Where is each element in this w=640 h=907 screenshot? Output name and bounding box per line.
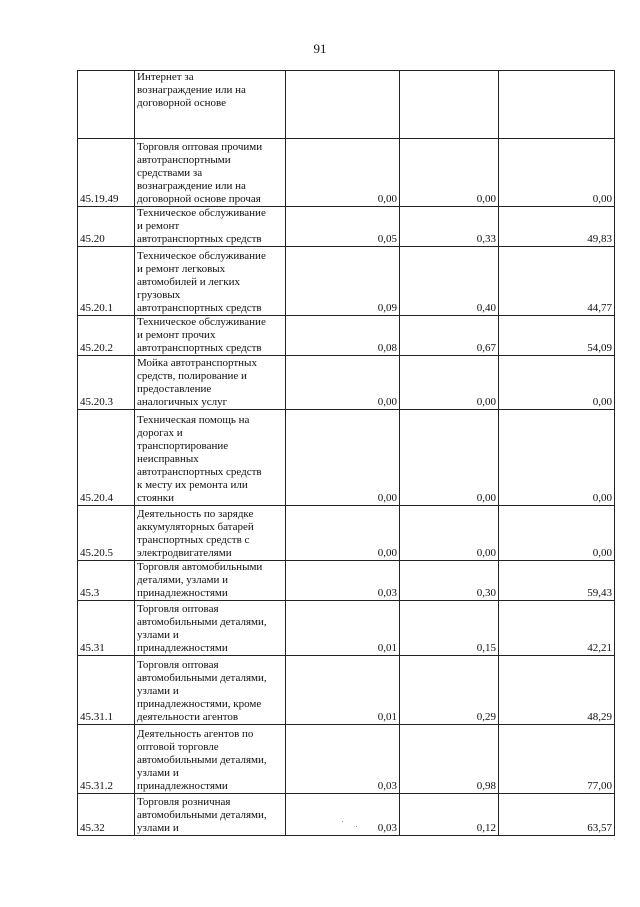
table-row xyxy=(78,410,615,506)
row-code: 45.31.2 xyxy=(78,725,135,794)
row-value-2: 0,29 xyxy=(400,656,499,725)
table-row xyxy=(78,506,615,561)
row-value-3 xyxy=(499,71,615,139)
row-value-3: 0,00 xyxy=(499,506,615,561)
row-activity-name: Техническое обслуживание и ремонт автотранспортных средств xyxy=(135,207,286,247)
row-code: 45.31.1 xyxy=(78,656,135,725)
row-code xyxy=(78,71,135,139)
page-number: 91 xyxy=(313,41,327,56)
row-value-2: 0,00 xyxy=(400,356,499,410)
table-row xyxy=(78,601,615,656)
row-activity-name: Техническая помощь на дорогах и транспортирование неисправных автотранспортных средств к месту их ремонта или стоянки xyxy=(135,410,286,506)
table-row xyxy=(78,71,615,139)
row-value-2: 0,33 xyxy=(400,207,499,247)
row-code: 45.20 xyxy=(78,207,135,247)
row-value-3: 59,43 xyxy=(499,561,615,601)
table-row xyxy=(78,139,615,207)
table-row xyxy=(78,794,615,836)
row-activity-name: Интернет за вознаграждение или на договорной основе xyxy=(135,71,286,139)
scan-speck xyxy=(342,821,343,822)
row-value-2 xyxy=(400,71,499,139)
row-value-2: 0,30 xyxy=(400,561,499,601)
row-value-3: 77,00 xyxy=(499,725,615,794)
row-activity-name: Деятельность агентов по оптовой торговле автомобильными деталями, узлами и принадлежностями xyxy=(135,725,286,794)
row-value-2: 0,00 xyxy=(400,410,499,506)
row-value-1: 0,00 xyxy=(286,356,400,410)
row-activity-name: Техническое обслуживание и ремонт легковых автомобилей и легких грузовых автотранспортных средств xyxy=(135,247,286,316)
row-activity-name: Торговля оптовая прочими автотранспортными средствами за вознаграждение или на договорной основе прочая xyxy=(135,139,286,207)
row-code: 45.20.2 xyxy=(78,316,135,356)
row-value-1 xyxy=(286,71,400,139)
row-value-2: 0,15 xyxy=(400,601,499,656)
row-activity-name: Деятельность по зарядке аккумуляторных батарей транспортных средств с электродвигателями xyxy=(135,506,286,561)
table-row xyxy=(78,725,615,794)
row-value-1: 0,08 xyxy=(286,316,400,356)
row-value-3: 42,21 xyxy=(499,601,615,656)
row-value-3: 63,57 xyxy=(499,794,615,836)
table-row xyxy=(78,247,615,316)
row-code: 45.31 xyxy=(78,601,135,656)
row-code: 45.20.4 xyxy=(78,410,135,506)
scan-speck xyxy=(356,826,357,827)
row-value-1: 0,01 xyxy=(286,601,400,656)
row-value-1: 0,03 xyxy=(286,725,400,794)
row-activity-name: Торговля оптовая автомобильными деталями, узлами и принадлежностями, кроме деятельности агентов xyxy=(135,656,286,725)
table-row xyxy=(78,561,615,601)
row-value-1: 0,01 xyxy=(286,656,400,725)
table-row xyxy=(78,207,615,247)
row-code: 45.20.3 xyxy=(78,356,135,410)
row-value-1: 0,05 xyxy=(286,207,400,247)
row-activity-name: Торговля оптовая автомобильными деталями, узлами и принадлежностями xyxy=(135,601,286,656)
row-value-3: 44,77 xyxy=(499,247,615,316)
row-value-3: 49,83 xyxy=(499,207,615,247)
row-value-1: 0,00 xyxy=(286,139,400,207)
row-value-2: 0,00 xyxy=(400,506,499,561)
row-value-3: 0,00 xyxy=(499,139,615,207)
row-value-1: 0,09 xyxy=(286,247,400,316)
row-value-3: 0,00 xyxy=(499,356,615,410)
row-code: 45.19.49 xyxy=(78,139,135,207)
table-row xyxy=(78,356,615,410)
okved-table xyxy=(77,70,615,836)
row-value-1: 0,00 xyxy=(286,506,400,561)
row-activity-name: Торговля автомобильными деталями, узлами и принадлежностями xyxy=(135,561,286,601)
okved-table-body xyxy=(78,71,615,836)
table-row xyxy=(78,316,615,356)
row-activity-name: Техническое обслуживание и ремонт прочих автотранспортных средств xyxy=(135,316,286,356)
row-activity-name: Торговля розничная автомобильными деталями, узлами и xyxy=(135,794,286,836)
row-value-2: 0,98 xyxy=(400,725,499,794)
row-value-3: 0,00 xyxy=(499,410,615,506)
row-value-2: 0,40 xyxy=(400,247,499,316)
row-value-2: 0,00 xyxy=(400,139,499,207)
row-code: 45.3 xyxy=(78,561,135,601)
row-code: 45.20.5 xyxy=(78,506,135,561)
row-value-1: 0,03 xyxy=(286,794,400,836)
row-value-3: 54,09 xyxy=(499,316,615,356)
row-value-3: 48,29 xyxy=(499,656,615,725)
row-code: 45.20.1 xyxy=(78,247,135,316)
row-activity-name: Мойка автотранспортных средств, полирование и предоставление аналогичных услуг xyxy=(135,356,286,410)
row-value-2: 0,12 xyxy=(400,794,499,836)
row-value-1: 0,00 xyxy=(286,410,400,506)
row-code: 45.32 xyxy=(78,794,135,836)
table-row xyxy=(78,656,615,725)
row-value-1: 0,03 xyxy=(286,561,400,601)
row-value-2: 0,67 xyxy=(400,316,499,356)
